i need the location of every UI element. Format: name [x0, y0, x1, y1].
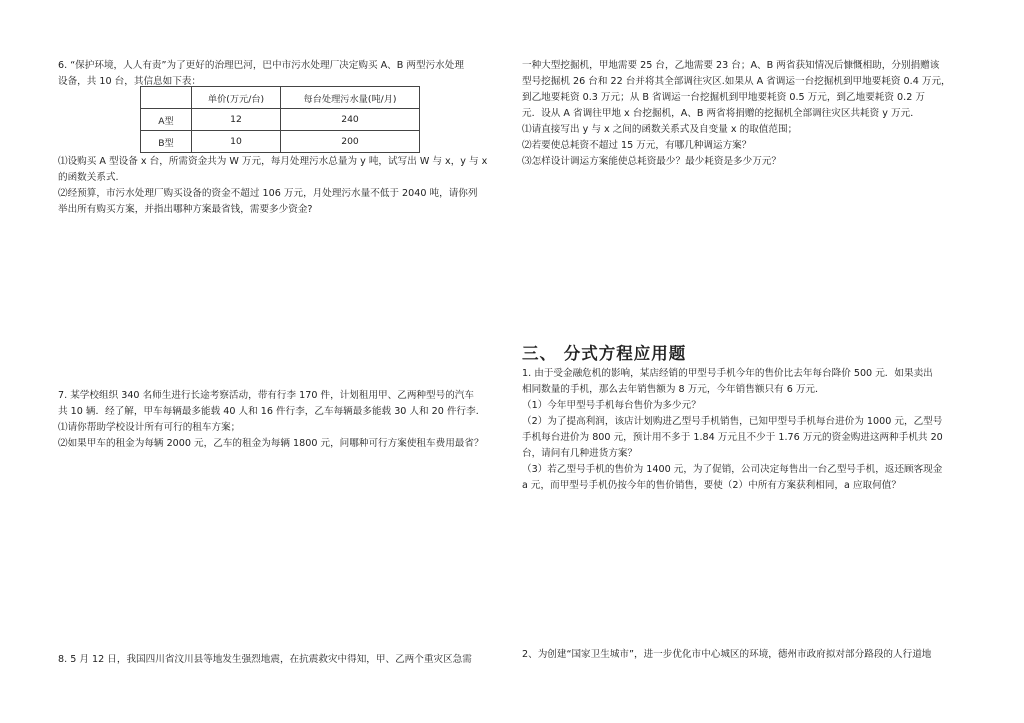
q6-sub2-line-1: ⑵经预算，市污水处理厂购买设备的资金不超过 106 万元，月处理污水量不低于 2040 吨，请你列: [58, 188, 478, 199]
q1-line-6: 台，请问有几种进货方案？: [522, 448, 638, 459]
q1-line-1: 1. 由于受金融危机的影响，某店经销的甲型号手机今年的售价比去年每台降价 500 元．如果卖出: [522, 368, 933, 379]
q7-line-2: 共 10 辆．经了解，甲车每辆最多能载 40 人和 16 件行李，乙车每辆最多能载 30 人和 20 件行李．: [58, 406, 486, 417]
q1-line-5: 手机每台进价为 800 元，预计用不多于 1.84 万元且不少于 1.76 万元的资金购进这两种手机共 20: [522, 432, 943, 443]
table-row: [141, 109, 420, 131]
table-cell: 12: [192, 109, 281, 131]
table-row: [141, 131, 420, 153]
table-header-cell: 每台处理污水量(吨/月): [281, 87, 420, 109]
table-cell: B型: [141, 131, 192, 153]
q6-sub1-line-1: ⑴设购买 A 型设备 x 台，所需资金共为 W 万元，每月处理污水总量为 y 吨，试写出 W 与 x，y 与 x: [58, 156, 488, 167]
section-title: 三、 分式方程应用题: [522, 344, 687, 363]
table-header-cell: 单价(万元/台): [192, 87, 281, 109]
q6-line-1: 6. “保护环境，人人有责”为了更好的治理巴河，巴中市污水处理厂决定购买 A、B 两型污水处理: [58, 60, 464, 71]
q8-cont-line-4: 元．设从 A 省调往甲地 x 台挖掘机，A、B 两省将捐赠的挖掘机全部调往灾区共耗资 y 万元．: [522, 108, 920, 119]
q7-line-1: 7. 某学校组织 340 名师生进行长途考察活动，带有行李 170 件，计划租用甲、乙两种型号的汽车: [58, 390, 474, 401]
q1-line-3: （1）今年甲型号手机每台售价为多少元？: [522, 400, 701, 411]
q8-cont-line-5: ⑴请直接写出 y 与 x 之间的函数关系式及自变量 x 的取值范围；: [522, 124, 798, 135]
table-cell: A型: [141, 109, 192, 131]
table-cell: 10: [192, 131, 281, 153]
q8-cont-line-3: 到乙地要耗资 0.3 万元；从 B 省调运一台挖掘机到甲地要耗资 0.5 万元，到乙地要耗资 0.2 万: [522, 92, 925, 103]
table-cell: 240: [281, 109, 420, 131]
q1-line-8: a 元，而甲型号手机仍按今年的售价销售，要使（2）中所有方案获利相同，a 应取何值？: [522, 480, 901, 491]
q8-cont-line-6: ⑵若要使总耗资不超过 15 万元，有哪几种调运方案？: [522, 140, 752, 151]
q6-sub2-line-2: 举出所有购买方案，并指出哪种方案最省钱，需要多少资金?: [58, 204, 313, 215]
q1-line-2: 相同数量的手机，那么去年销售额为 8 万元，今年销售额只有 6 万元．: [522, 384, 825, 395]
table-cell: 200: [281, 131, 420, 153]
q8-cont-line-7: ⑶怎样设计调运方案能使总耗资最少？最少耗资是多少万元？: [522, 156, 782, 167]
table-header-row: [141, 87, 420, 109]
q1-line-7: （3）若乙型号手机的售价为 1400 元，为了促销，公司决定每售出一台乙型号手机，返还顾客现金: [522, 464, 943, 475]
q1-line-4: （2）为了提高利润，该店计划购进乙型号手机销售，已知甲型号手机每台进价为 1000 元，乙型号: [522, 416, 943, 427]
q6-line-2: 设备，共 10 台，其信息如下表：: [58, 76, 202, 87]
q8-cont-line-2: 型号挖掘机 26 台和 22 台并将其全部调往灾区.如果从 A 省调运一台挖掘机到甲地要耗资 0.4 万元，: [522, 76, 951, 87]
q6-sub1-line-2: 的函数关系式.: [58, 172, 119, 183]
table-header-cell: [141, 87, 192, 109]
q2-line-1: 2、为创建“国家卫生城市”，进一步优化市中心城区的环境，德州市政府拟对部分路段的人行道地: [522, 649, 932, 660]
q7-line-3: ⑴请你帮助学校设计所有可行的租车方案；: [58, 422, 241, 433]
equipment-table: [140, 86, 420, 153]
q7-line-4: ⑵如果甲车的租金为每辆 2000 元，乙车的租金为每辆 1800 元，问哪种可行方案使租车费用最省？: [58, 438, 484, 449]
q8-cont-line-1: 一种大型挖掘机，甲地需要 25 台，乙地需要 23 台；A、B 两省获知情况后慷慨相助，分别捐赠该: [522, 60, 940, 71]
q8-line-1: 8. 5 月 12 日，我国四川省汶川县等地发生强烈地震，在抗震救灾中得知，甲、乙两个重灾区急需: [58, 654, 472, 665]
